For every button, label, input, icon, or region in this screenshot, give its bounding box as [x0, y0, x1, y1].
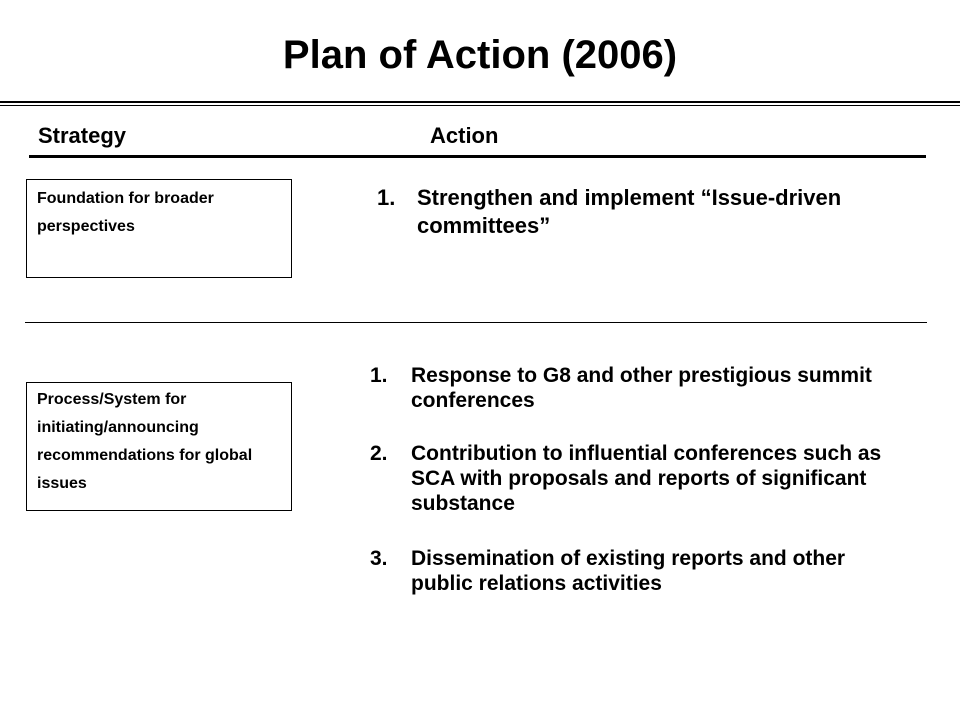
- action-list-process-system: [370, 363, 910, 596]
- action-item: [370, 441, 910, 516]
- header-divider: [29, 155, 926, 158]
- action-column-header: Action: [430, 123, 499, 148]
- strategy-column-header: Strategy: [38, 123, 127, 148]
- action-number: 1.: [370, 364, 388, 387]
- action-number: 2.: [370, 442, 388, 465]
- title-divider-thin: [0, 105, 960, 106]
- action-item: [370, 363, 910, 413]
- row-divider: [25, 322, 927, 323]
- strategy-box-process-system: [26, 382, 292, 511]
- action-text: Strengthen and implement “Issue-driven committees”: [417, 185, 842, 238]
- slide-title: Plan of Action (2006): [282, 33, 678, 77]
- action-list-foundation: [377, 184, 897, 240]
- strategy-text: Process/System for initiating/announcing recommendations for global issues: [37, 391, 253, 492]
- action-item: [370, 546, 910, 596]
- strategy-box-foundation: [26, 179, 292, 278]
- title-divider-thick: [0, 101, 960, 103]
- action-text: Response to G8 and other prestigious summit conferences: [411, 364, 872, 412]
- action-text: Dissemination of existing reports and other public relations activities: [411, 547, 846, 595]
- action-item: [377, 184, 897, 240]
- action-text: Contribution to influential conferences such as SCA with proposals and reports of significant substance: [411, 442, 882, 515]
- action-number: 1.: [377, 185, 396, 210]
- strategy-text: Foundation for broader perspectives: [37, 190, 214, 235]
- action-number: 3.: [370, 547, 388, 570]
